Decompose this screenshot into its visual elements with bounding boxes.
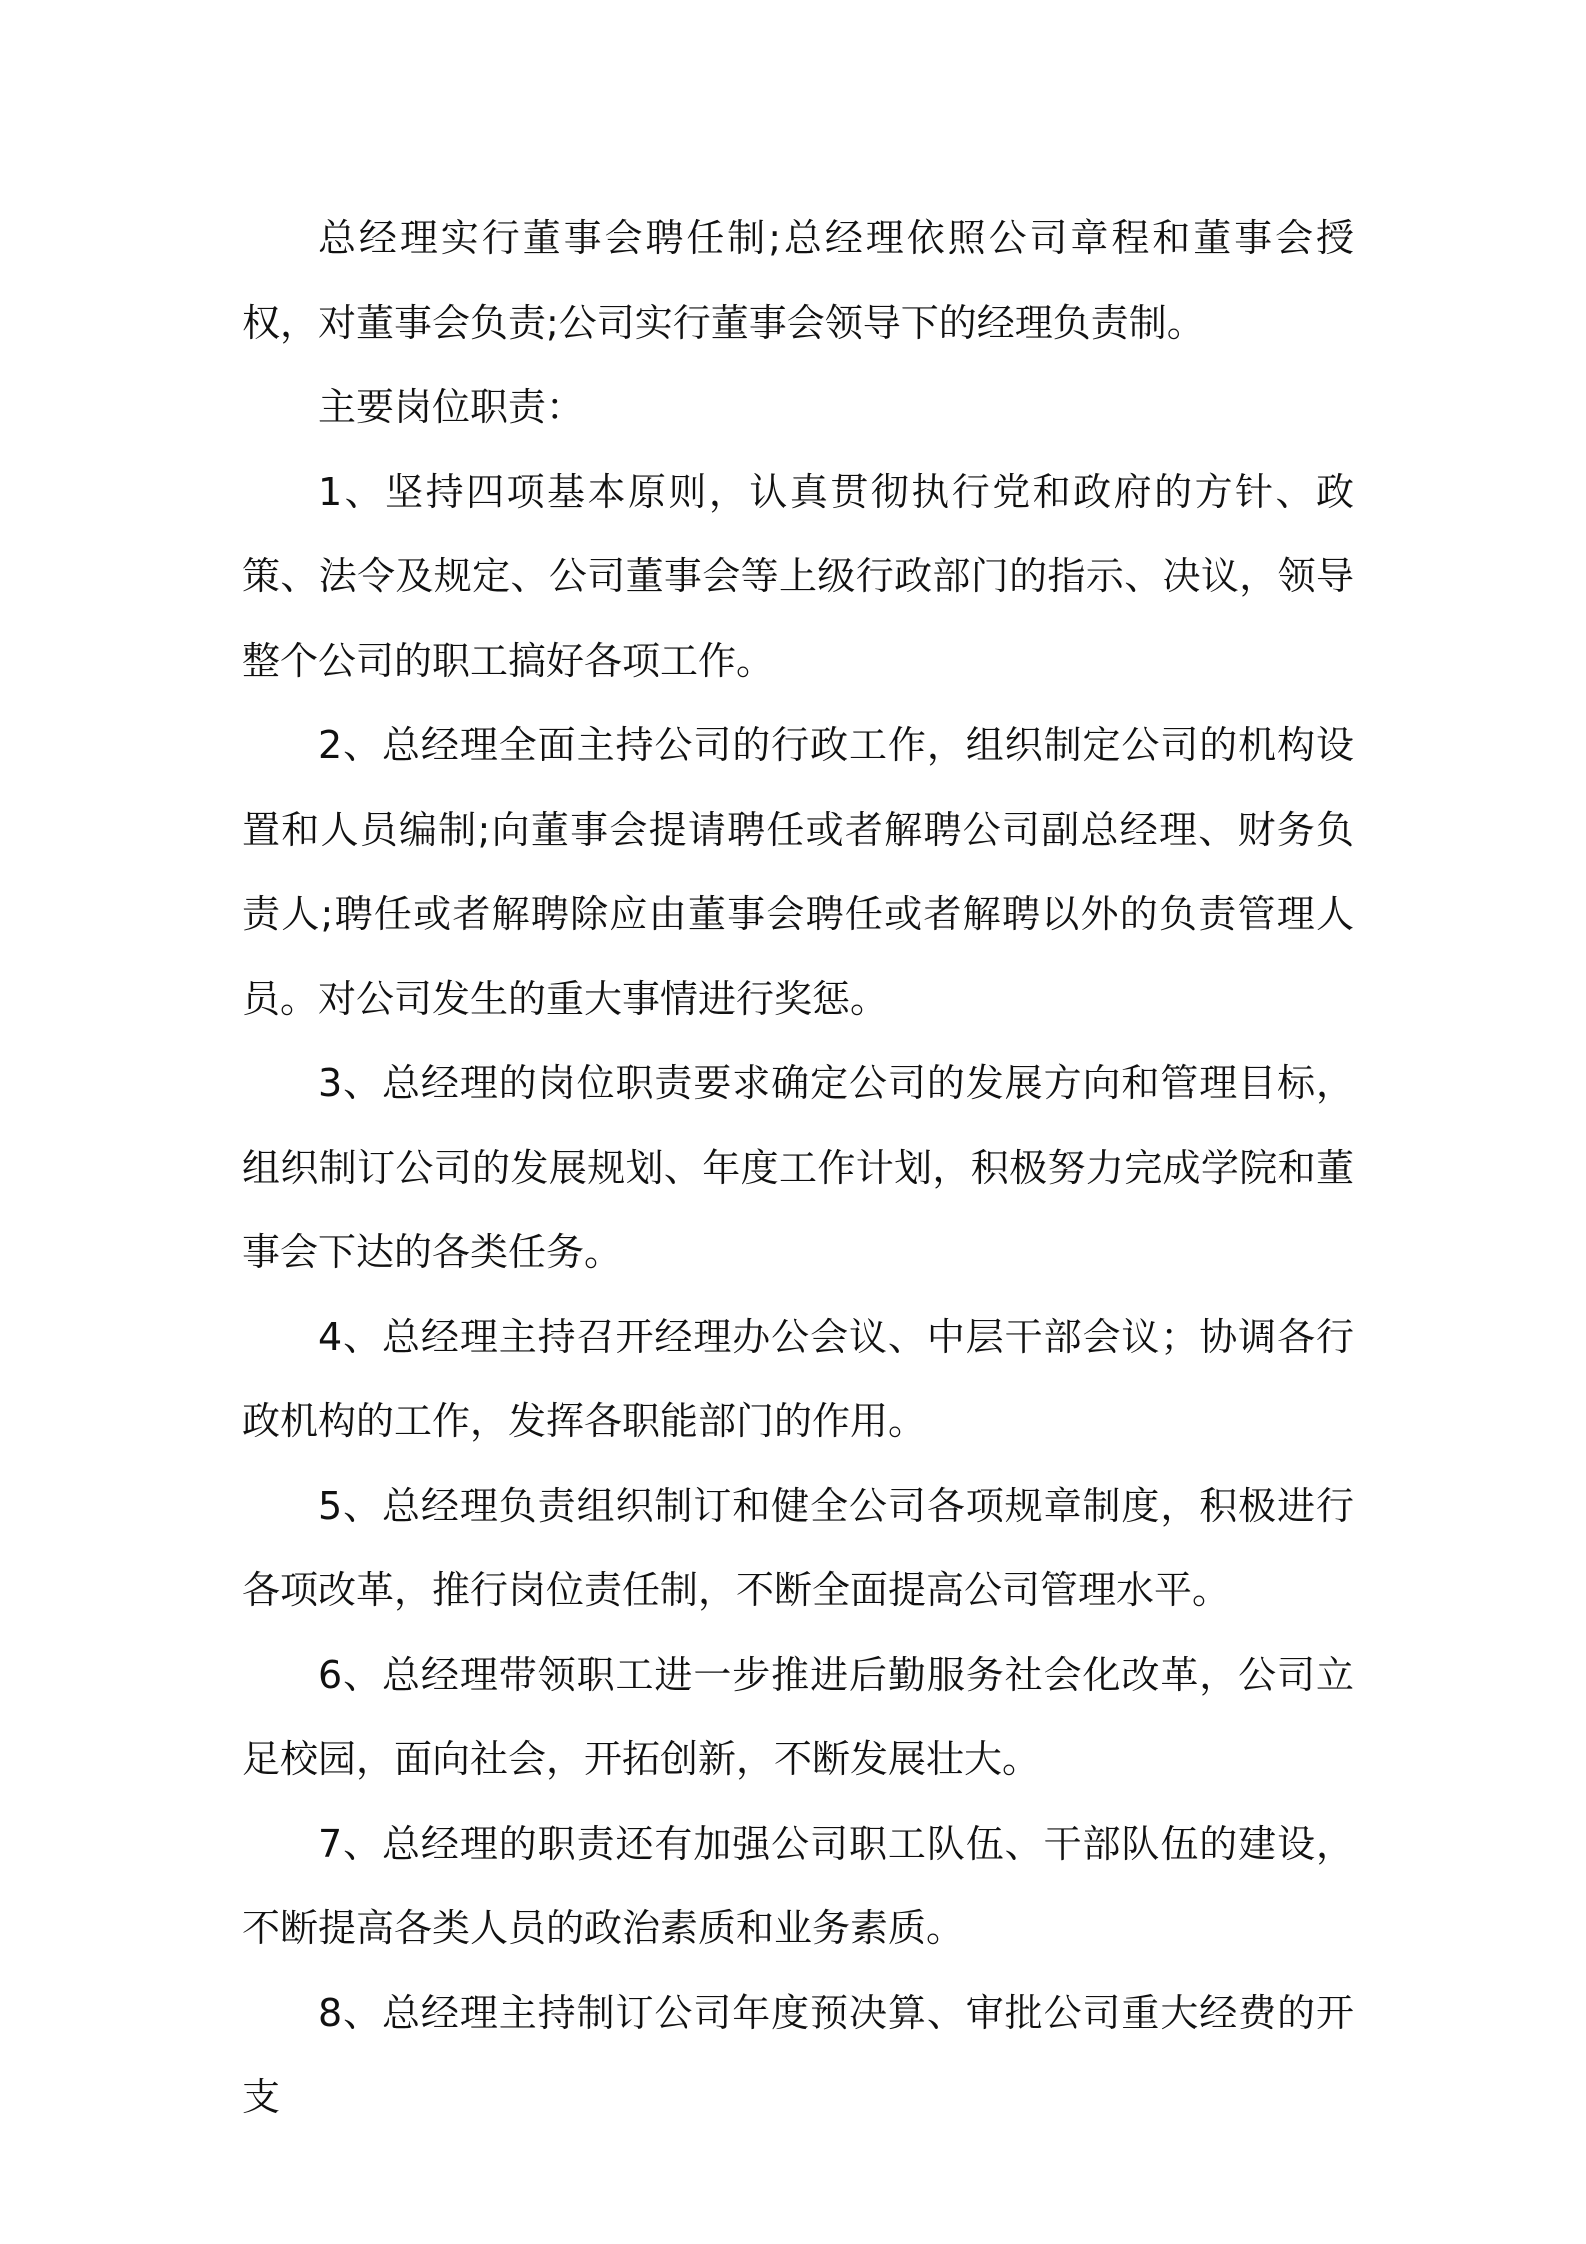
- paragraph-appointment: 总经理实行董事会聘任制;总经理依照公司章程和董事会授权，对董事会负责;公司实行董事会领导下的经理负责制。: [242, 216, 1354, 345]
- paragraph-duty-7: 7、总经理的职责还有加强公司职工队伍、干部队伍的建设，不断提高各类人员的政治素质和业务素质。: [242, 1821, 1354, 1950]
- document-body: [242, 196, 1354, 2140]
- paragraph-duty-4: 4、总经理主持召开经理办公会议、中层干部会议；协调各行政机构的工作，发挥各职能部门的作用。: [242, 1314, 1354, 1443]
- paragraph-duty-6: 6、总经理带领职工进一步推进后勤服务社会化改革，公司立足校园，面向社会，开拓创新，不断发展壮大。: [242, 1652, 1354, 1781]
- paragraph-duty-3: 3、总经理的岗位职责要求确定公司的发展方向和管理目标，组织制订公司的发展规划、年度工作计划，积极努力完成学院和董事会下达的各类任务。: [242, 1061, 1354, 1274]
- paragraph-duty-1: 1、坚持四项基本原则，认真贯彻执行党和政府的方针、政策、法令及规定、公司董事会等上级行政部门的指示、决议，领导整个公司的职工搞好各项工作。: [242, 469, 1354, 683]
- paragraph-duty-2: 2、总经理全面主持公司的行政工作，组织制定公司的机构设置和人员编制;向董事会提请聘任或者解聘公司副总经理、财务负责人;聘任或者解聘除应由董事会聘任或者解聘以外的负责管理人员。对公司发生的重大事情进行奖惩。: [242, 723, 1354, 1021]
- paragraph-duties-heading: 主要岗位职责：: [318, 385, 585, 429]
- paragraph-duty-8: 8、总经理主持制订公司年度预决算、审批公司重大经费的开支: [242, 1990, 1354, 2119]
- paragraph-duty-5: 5、总经理负责组织制订和健全公司各项规章制度，积极进行各项改革，推行岗位责任制，不断全面提高公司管理水平。: [242, 1483, 1354, 1612]
